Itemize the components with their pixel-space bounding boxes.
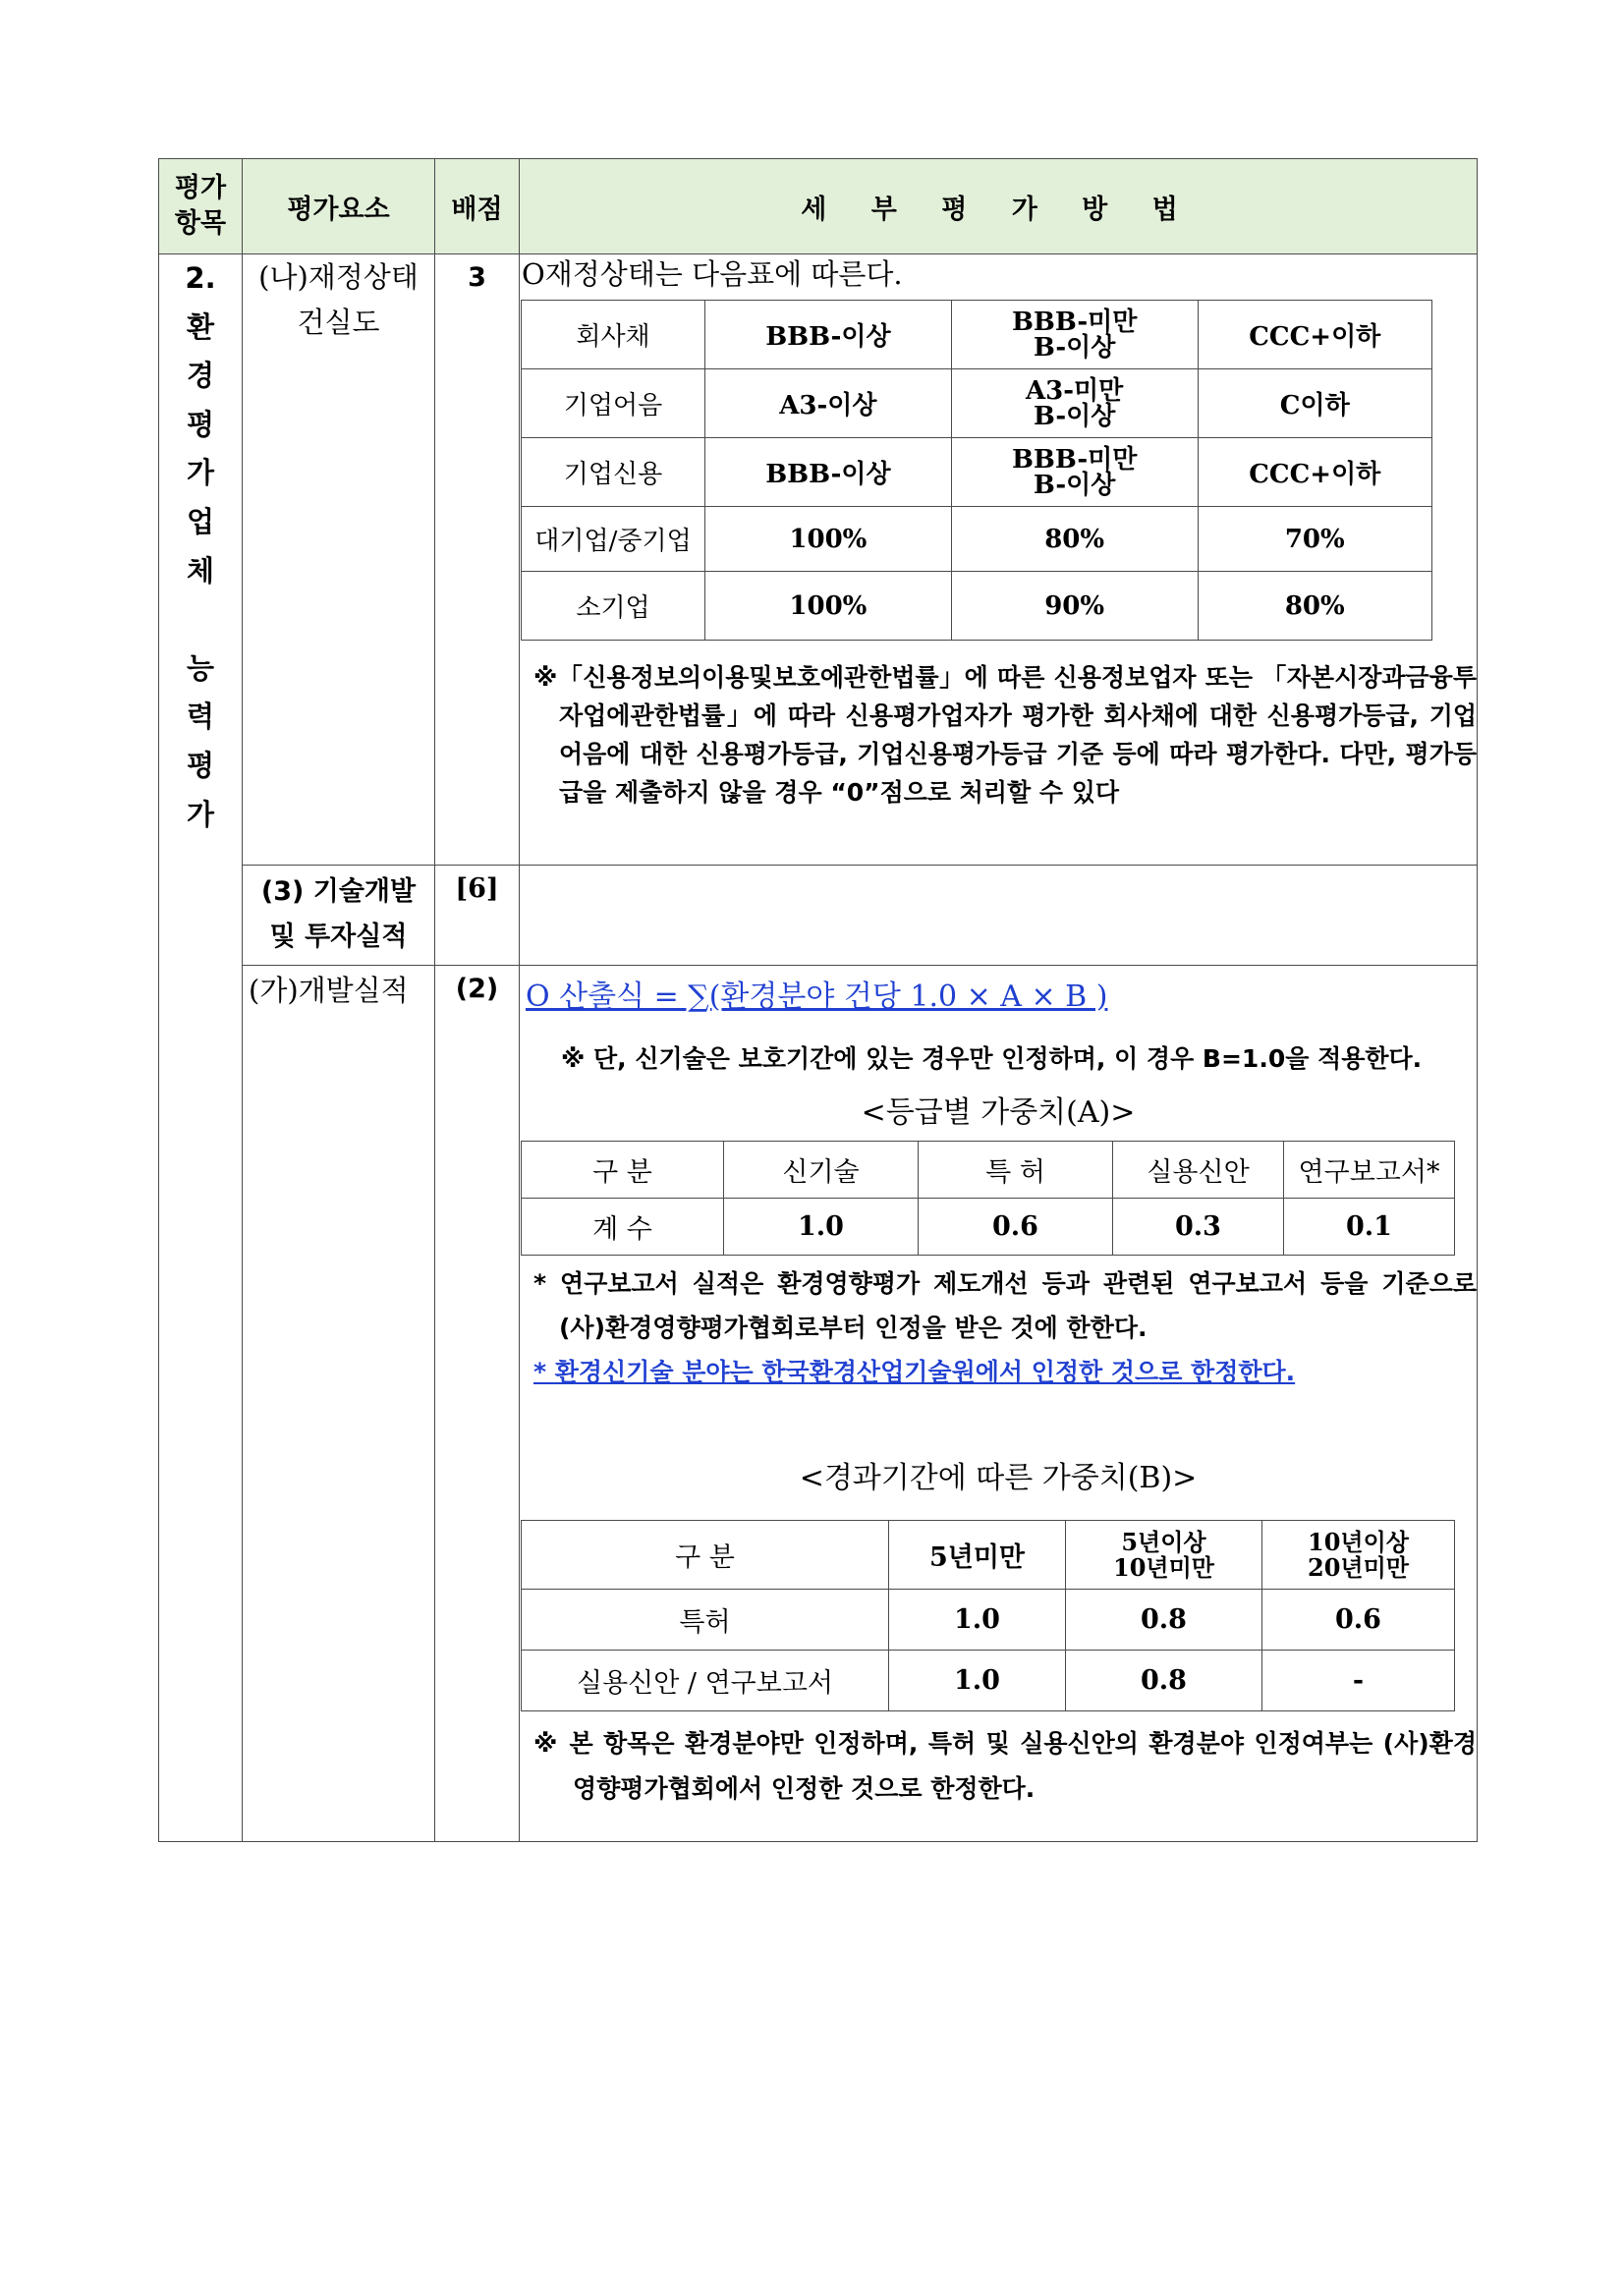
dev-element: (가)개발실적 [243,966,435,1842]
tech-score: [6] [435,866,520,966]
finance-lead: O재정상태는 다음표에 따른다. [522,257,903,291]
table-row [522,572,1432,641]
dev-detail [520,966,1478,1842]
finance-note: ※「신용정보의이용및보호에관한법률」에 따른 신용정보업자 또는 「자본시장과금융투자업에관한법률」에 따라 신용평가업자가 평가한 회사채에 대한 신용평가등급, 기업어음에 대한 신용평가등급, 기업신용평가등급 기준 등에 따라 평가한다. 다만, 평가등급을 제출하지 않을 경우 “0”점으로 처리할 수 있다 [533,663,1477,807]
category-char: 경 [186,359,214,393]
finance-detail [520,254,1478,866]
table-cell: BBB-이상 [705,438,952,507]
credit-grade-table [521,300,1432,641]
header-category: 평가 항목 [159,159,243,254]
tech-element: (3) 기술개발 및 투자실적 [243,866,435,966]
table-cell: 0.8 [1066,1651,1262,1711]
caption-a: <등급별 가중치(A)> [861,1095,1136,1130]
table-row [522,1521,1455,1590]
category-char: 체 [186,553,214,588]
table-cell: 실용신안 / 연구보고서 [522,1651,889,1711]
table-cell: 구 분 [522,1521,889,1590]
table-cell: 10년이상 20년미만 [1262,1521,1455,1590]
category-char: 가 [186,797,214,831]
table-cell: 구 분 [522,1142,724,1199]
table-cell: 100% [705,572,952,641]
dev-score: (2) [435,966,520,1842]
table-cell: 기업어음 [522,369,705,438]
category-char: 력 [186,700,214,734]
formula-link: O 산출식 = ∑(환경분야 건당 1.0 × A × B ) [526,980,1108,1014]
table-cell: A3-미만 B-이상 [951,369,1198,438]
header-row [159,159,1478,254]
table-cell: 5년미만 [889,1521,1066,1590]
header-element: 평가요소 [243,159,435,254]
table-row [522,507,1432,572]
table-row [522,1199,1455,1256]
tech-detail [520,866,1478,966]
table-cell: 특허 [522,1590,889,1651]
dev-note-4: ※ 본 항목은 환경분야만 인정하며, 특허 및 실용신안의 환경분야 인정여부는 (사)환경영향평가협회에서 인정한 것으로 한정한다. [533,1729,1477,1803]
category-char: 능 [186,650,214,685]
table-cell: 연구보고서* [1284,1142,1455,1199]
table-cell: 계 수 [522,1199,724,1256]
table-row [522,1651,1455,1711]
table-cell: 특 허 [919,1142,1113,1199]
table-cell: 0.3 [1113,1199,1284,1256]
table-row [522,1590,1455,1651]
table-cell: 0.6 [919,1199,1113,1256]
weight-b-table [521,1520,1455,1711]
dev-note-2: * 연구보고서 실적은 환경영향평가 제도개선 등과 관련된 연구보고서 등을 기준으로 (사)환경영향평가협회로부터 인정을 받은 것에 한한다. [533,1269,1477,1342]
table-row [522,301,1432,369]
header-method: 세 부 평 가 방 법 [520,159,1478,254]
table-cell: - [1262,1651,1455,1711]
table-cell: 1.0 [889,1651,1066,1711]
category-char [159,595,242,644]
finance-element: (나)재정상태 건실도 [243,254,435,866]
table-cell: 대기업/중기업 [522,507,705,572]
dev-note-1: ※ 단, 신기술은 보호기간에 있는 경우만 인정하며, 이 경우 B=1.0을 적용한다. [561,1044,1423,1073]
dev-note-3: * 환경신기술 분야는 한국환경산업기술원에서 인정한 것으로 한정한다. [533,1358,1296,1386]
row-dev [159,966,1478,1842]
table-cell: 실용신안 [1113,1142,1284,1199]
table-cell: 80% [951,507,1198,572]
table-cell: 1.0 [889,1590,1066,1651]
table-cell: A3-이상 [705,369,952,438]
category-cell [159,254,243,1842]
weight-a-table [521,1141,1455,1256]
table-row [522,1142,1455,1199]
table-row [522,438,1432,507]
table-cell: 70% [1198,507,1431,572]
table-cell: C이하 [1198,369,1431,438]
row-finance [159,254,1478,866]
table-cell: BBB-미만 B-이상 [951,438,1198,507]
caption-b: <경과기간에 따른 가중치(B)> [799,1461,1198,1495]
table-cell: 100% [705,507,952,572]
category-char: 업 [186,504,214,538]
table-cell: 90% [951,572,1198,641]
table-cell: 1.0 [724,1199,919,1256]
table-row [522,369,1432,438]
table-cell: 80% [1198,572,1431,641]
category-char: 환 [186,309,214,344]
header-score: 배점 [435,159,520,254]
table-cell: 5년이상 10년미만 [1066,1521,1262,1590]
table-cell: 0.8 [1066,1590,1262,1651]
table-cell: 소기업 [522,572,705,641]
table-cell: 0.1 [1284,1199,1455,1256]
table-cell: 회사채 [522,301,705,369]
finance-score: 3 [435,254,520,866]
table-cell: BBB-이상 [705,301,952,369]
table-cell: CCC+이하 [1198,438,1431,507]
category-char: 평 [186,407,214,441]
table-cell: CCC+이하 [1198,301,1431,369]
category-char: 평 [186,748,214,782]
category-number: 2. [185,261,216,295]
category-char: 가 [186,456,214,490]
evaluation-table [158,158,1478,1842]
category-vertical-text [159,254,242,839]
table-cell: BBB-미만 B-이상 [951,301,1198,369]
table-cell: 기업신용 [522,438,705,507]
table-cell: 0.6 [1262,1590,1455,1651]
table-cell: 신기술 [724,1142,919,1199]
row-tech [159,866,1478,966]
